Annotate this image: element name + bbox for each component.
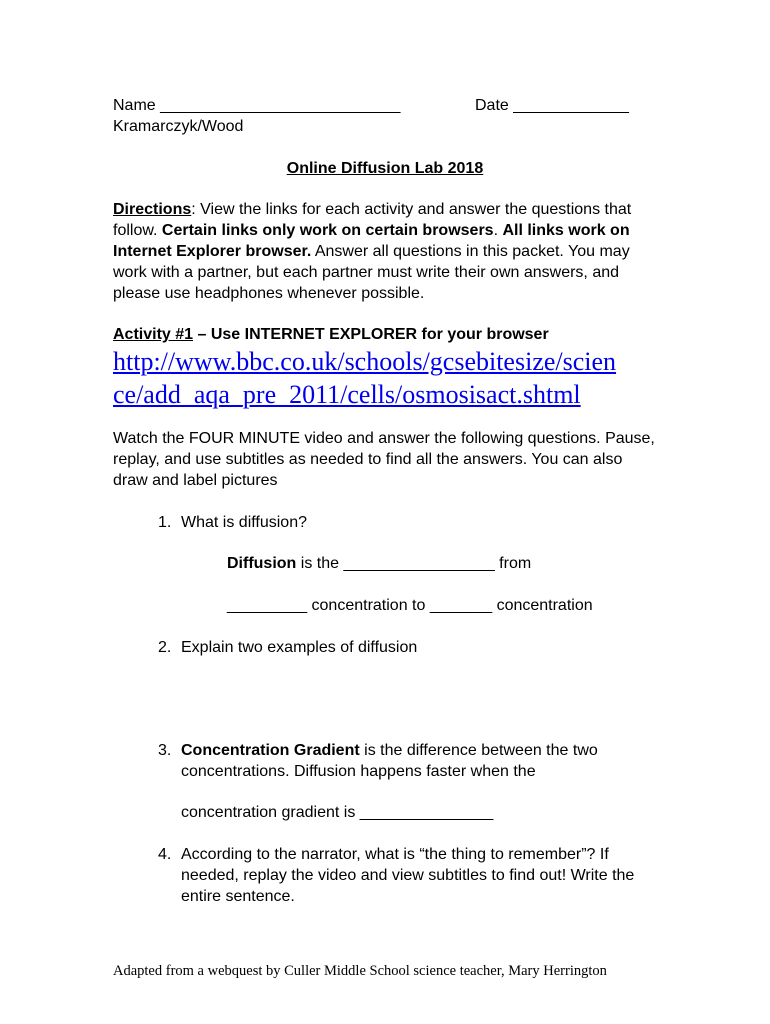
concentration-gradient-term: Concentration Gradient — [181, 742, 360, 759]
footer-credit: Adapted from a webquest by Culler Middle School science teacher, Mary Herrington — [113, 963, 607, 979]
directions-bold-1: Certain links only work on certain browsers — [161, 222, 494, 239]
question-2-text: Explain two examples of diffusion — [181, 639, 418, 656]
activity-instruction: Use INTERNET EXPLORER for your browser — [210, 326, 549, 343]
directions-bold-2: All links work on Internet Explorer browser. — [113, 222, 630, 260]
directions-paragraph — [113, 199, 658, 304]
directions-text-1: : View the links for each activity and answer the questions that follow. — [113, 201, 632, 239]
page-title: Online Diffusion Lab 2018 — [286, 160, 484, 177]
question-1-number: 1. — [158, 514, 172, 531]
date-field-line: Date _____________ — [475, 97, 629, 114]
question-3-blank: concentration gradient is _______________ — [181, 804, 494, 821]
question-1-blank-1 — [227, 553, 531, 574]
question-4-text: According to the narrator, what is “the thing to remember”? If needed, replay the video and view subtitles to find out! Write the entire sentence. — [181, 846, 635, 905]
question-1-blank-1-text: is the _________________ from — [296, 555, 532, 572]
activity-link-line-1: http://www.bbc.co.uk/schools/gcsebitesize/scien — [113, 347, 617, 376]
activity-label: Activity #1 — [113, 326, 194, 343]
teacher-names: Kramarczyk/Wood — [113, 118, 244, 135]
question-1-blank-2: _________ concentration to _______ concentration — [227, 597, 593, 614]
watch-instructions: Watch the FOUR MINUTE video and answer the following questions. Pause, replay, and use subtitles as needed to find all the answers. You can also draw and label pictures — [113, 430, 655, 489]
directions-text-2: . — [493, 222, 503, 239]
activity-heading — [113, 324, 549, 345]
name-field-line: Name ___________________________ — [113, 97, 401, 114]
directions-label: Directions — [113, 201, 192, 218]
question-3-text — [181, 740, 656, 782]
question-3-number: 3. — [158, 742, 172, 759]
activity-link-line-2: ce/add_aqa_pre_2011/cells/osmosisact.shtml — [113, 380, 581, 409]
question-3-body: is the difference between the two concentrations. Diffusion happens faster when the — [181, 742, 598, 780]
question-2-number: 2. — [158, 639, 172, 656]
diffusion-term: Diffusion — [227, 555, 297, 572]
question-4-number: 4. — [158, 846, 172, 863]
activity-dash: – — [193, 326, 211, 343]
directions-text-3: Answer all questions in this packet. You may work with a partner, but each partner must write their own answers, and please use headphones whenever possible. — [113, 243, 630, 302]
question-1-text: What is diffusion? — [181, 514, 307, 531]
activity-link[interactable] — [113, 345, 673, 411]
